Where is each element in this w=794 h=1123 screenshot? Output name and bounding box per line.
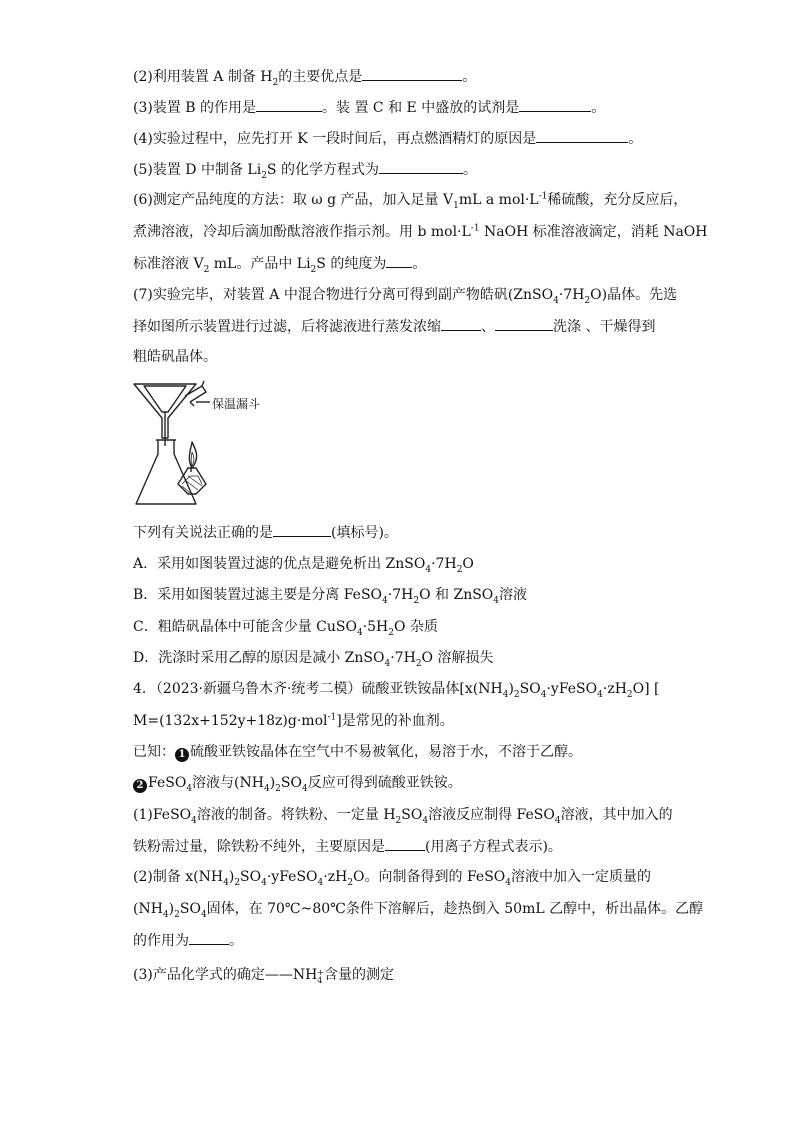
s2-line-2: $(NH_4)_2SO_4$固体，在 70℃~80℃条件下溶解后，趁热倒入 50mL 乙醇中，析出晶体。乙醇 [133, 901, 704, 920]
answer-blank[interactable] [385, 836, 425, 851]
question-line: 下列有关说法正确的是 (填标号)。 [133, 522, 398, 543]
q2-line: (2)利用装置 A 制备 $H_2$的主要优点是 。 [133, 66, 476, 87]
q4-line: (4)实验过程中，应先打开 K 一段时间后，再点燃酒精灯的原因是 。 [133, 128, 642, 149]
s3-line: (3)产品化学式的确定——NH + 4 含量的测定 [133, 967, 394, 985]
answer-blank[interactable] [362, 66, 462, 81]
ion-charge-stack: + 4 [317, 968, 324, 985]
p4-known-2: 2 FeSO$_4$溶液与$(NH_4)_2SO_4$反应可得到硫酸亚铁铵。 [133, 773, 462, 793]
answer-blank[interactable] [519, 97, 591, 112]
p4-line-2: M=(132x+152y+18z)g·mol$^{-1}$]是常见的补血剂。 [133, 712, 454, 729]
q7-line-2: 择如图所示装置进行过滤，后将滤液进行蒸发浓缩 、 洗涤 、干燥得到 [133, 316, 655, 337]
q6-line-1: (6)测定产品纯度的方法：取 ω g 产品，加入足量 $V_1mL$ a $mol\cdot L^{-1}$稀硫酸，充分反应后， [133, 191, 688, 211]
funnel-inner [144, 386, 186, 412]
figure-label: 保温漏斗 [212, 397, 261, 411]
option-d[interactable]: D．洗涤时采用乙醇的原因是减小 $ZnSO_4\cdot 7H_2O$ 溶解损失 [133, 650, 494, 669]
circled-number-icon: 2 [133, 779, 147, 793]
q7-line-3: 粗皓矾晶体。 [133, 349, 217, 365]
answer-blank[interactable] [256, 97, 322, 112]
q5-line: (5)装置 D 中制备 $Li_2S$ 的化学方程式为 。 [133, 159, 477, 180]
answer-blank[interactable] [379, 159, 463, 174]
conical-flask [136, 440, 196, 504]
option-c[interactable]: C．粗皓矾晶体中可能含少量 $CuSO_4\cdot 5H_2O$ 杂质 [133, 619, 438, 638]
answer-blank[interactable] [441, 316, 481, 331]
q3-line: (3)装置 B 的作用是 。装 置 C 和 E 中盛放的试剂是 。 [133, 97, 605, 118]
p4-known-1: 已知： 1 硫酸亚铁铵晶体在空气中不易被氧化，易溶于水，不溶于乙醇。 [133, 744, 582, 760]
answer-blank[interactable] [273, 522, 331, 537]
answer-blank[interactable] [386, 253, 412, 268]
answer-blank[interactable] [495, 316, 553, 331]
s1-line-2: 铁粉需过量，除铁粉不纯外，主要原因是 (用离子方程式表示)。 [133, 836, 562, 857]
answer-blank[interactable] [536, 128, 628, 143]
s2-line-1: (2)制备 $x(NH_4)_2SO_4\cdot yFeSO_4\cdot zH_2O$。向制备得到的 FeSO$_4$溶液中加入一定质量的 [133, 869, 652, 888]
q6-line-3: 标准溶液 $V_2$ mL。产品中 $Li_2S$ 的纯度为 。 [133, 253, 426, 274]
option-b[interactable]: B．采用如图装置过滤主要是分离 $FeSO_4\cdot 7H_2O$ 和 ZnSO$_4$溶液 [133, 587, 528, 606]
circled-number-icon: 1 [175, 748, 189, 762]
s1-line-1: (1)FeSO$_4$溶液的制备。将铁粉、一定量 $H_2SO_4$溶液反应制得 FeSO$_4$溶液，其中加入的 [133, 807, 673, 826]
p4-line-1: 4．（2023·新疆乌鲁木齐·统考二模）硫酸亚铁铵晶体$[x(NH_4)_2SO_4\cdot yFeSO_4\cdot zH_2O]$ [ [133, 681, 660, 700]
s2-line-3: 的作用为 。 [133, 930, 243, 951]
option-a[interactable]: A．采用如图装置过滤的优点是避免析出 $ZnSO_4\cdot 7H_2O$ [133, 556, 474, 575]
answer-blank[interactable] [189, 930, 229, 945]
q7-line-1: (7)实验完毕，对装置 A 中混合物进行分离可得到副产物皓矾$(ZnSO_4\cdot 7H_2O)$晶体。先选 [133, 287, 678, 306]
q6-line-2: 煮沸溶液，冷却后滴加酚酞溶液作指示剂。用 b $mol\cdot L^{-1}$ NaOH 标准溶液滴定，消耗 NaOH [133, 223, 708, 240]
